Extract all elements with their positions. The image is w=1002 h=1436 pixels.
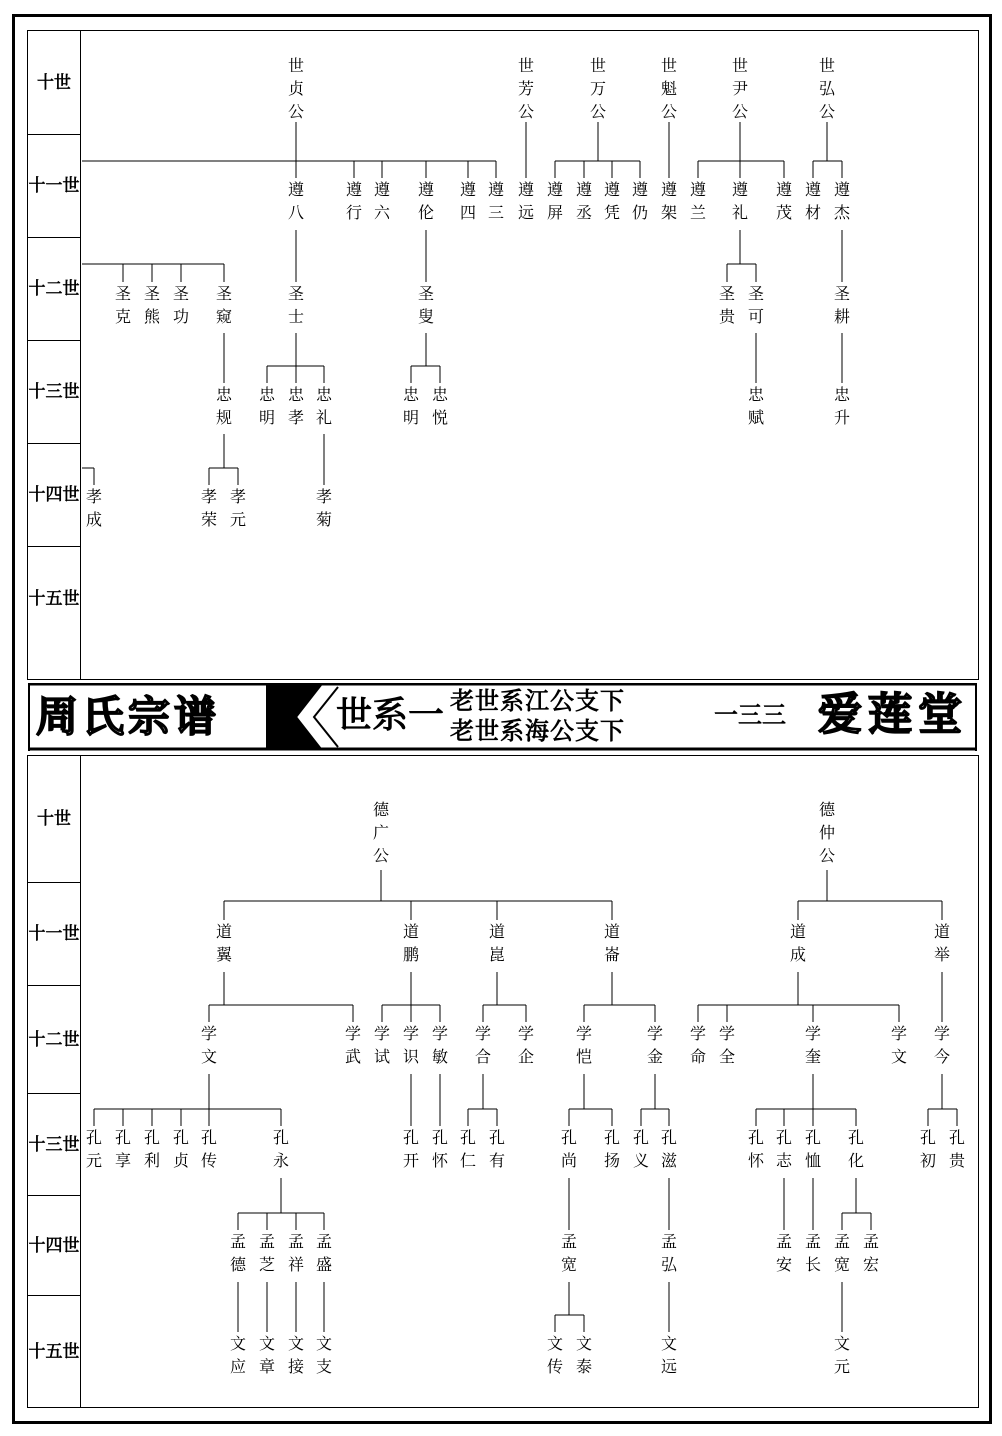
generation-label: 十二世 xyxy=(28,986,80,1094)
tree-node: 孟宽 xyxy=(833,1232,850,1274)
tree-node: 圣熊 xyxy=(143,284,160,326)
tree-node: 学企 xyxy=(517,1024,534,1066)
tree-node: 孟祥 xyxy=(287,1232,304,1274)
tree-node: 遵材 xyxy=(804,180,821,222)
tree-node: 孝元 xyxy=(229,487,246,529)
lineage-subtitle-2: 老世系海公支下 xyxy=(450,716,625,745)
tree-node: 遵兰 xyxy=(689,180,706,222)
tree-node: 世魁公 xyxy=(660,56,677,121)
tree-node: 忠礼 xyxy=(315,385,332,427)
tree-node: 遵远 xyxy=(517,180,534,222)
generation-label: 十一世 xyxy=(28,883,80,986)
generation-label: 十世 xyxy=(28,31,80,135)
tree-node: 道崙 xyxy=(603,922,620,964)
tree-node: 孝成 xyxy=(85,487,102,529)
tree-node: 忠孝 xyxy=(287,385,304,427)
tree-node: 圣克 xyxy=(114,284,131,326)
tree-node: 世芳公 xyxy=(517,56,534,121)
tree-node: 世尹公 xyxy=(731,56,748,121)
tree-node: 学全 xyxy=(718,1024,735,1066)
generation-label: 十世 xyxy=(28,756,80,883)
generation-label: 十五世 xyxy=(28,588,80,609)
tree-node: 世万公 xyxy=(589,56,606,121)
tree-node: 孔享 xyxy=(114,1128,131,1170)
tree-node: 文元 xyxy=(833,1334,850,1376)
tree-node: 孟盛 xyxy=(315,1232,332,1274)
tree-node: 圣可 xyxy=(747,284,764,326)
tree-node: 孔义 xyxy=(632,1128,649,1170)
tree-node: 圣耕 xyxy=(833,284,850,326)
tree-node: 遵架 xyxy=(660,180,677,222)
section-label: 世系一 xyxy=(336,694,445,736)
tree-node: 学敏 xyxy=(431,1024,448,1066)
tree-node: 德仲公 xyxy=(818,800,835,865)
tree-node: 文传 xyxy=(546,1334,563,1376)
tree-node: 遵六 xyxy=(373,180,390,222)
tree-node: 圣功 xyxy=(172,284,189,326)
generation-label: 十四世 xyxy=(28,1196,80,1296)
tree-node: 忠明 xyxy=(258,385,275,427)
tree-node: 遵四 xyxy=(459,180,476,222)
tree-node: 道举 xyxy=(933,922,950,964)
tree-node: 孟宏 xyxy=(862,1232,879,1274)
tree-node: 忠规 xyxy=(215,385,232,427)
tree-node: 忠明 xyxy=(402,385,419,427)
tree-node: 孔开 xyxy=(402,1128,419,1170)
tree-node: 孔有 xyxy=(488,1128,505,1170)
tree-node: 孔滋 xyxy=(660,1128,677,1170)
generation-label: 十四世 xyxy=(28,444,80,547)
generation-label: 十五世 xyxy=(28,1341,80,1362)
tree-node: 学文 xyxy=(890,1024,907,1066)
tree-node: 遵茂 xyxy=(775,180,792,222)
tree-node: 孟安 xyxy=(775,1232,792,1274)
tree-node: 孔尚 xyxy=(560,1128,577,1170)
tree-node: 圣叟 xyxy=(417,284,434,326)
tree-node: 忠赋 xyxy=(747,385,764,427)
tree-node: 孔永 xyxy=(272,1128,289,1170)
hall-name: 爱莲堂 xyxy=(818,689,968,740)
tree-node: 孝菊 xyxy=(315,487,332,529)
tree-node: 孟宽 xyxy=(560,1232,577,1274)
tree-node: 学金 xyxy=(646,1024,663,1066)
tree-node: 孝荣 xyxy=(200,487,217,529)
tree-node: 学文 xyxy=(200,1024,217,1066)
tree-node: 学试 xyxy=(373,1024,390,1066)
tree-node: 孔恤 xyxy=(804,1128,821,1170)
tree-node: 文应 xyxy=(229,1334,246,1376)
tree-node: 孔志 xyxy=(775,1128,792,1170)
tree-node: 学武 xyxy=(344,1024,361,1066)
lineage-subtitle-1: 老世系江公支下 xyxy=(450,686,625,715)
tree-node: 遵杰 xyxy=(833,180,850,222)
tree-node: 圣窥 xyxy=(215,284,232,326)
tree-node: 孔怀 xyxy=(431,1128,448,1170)
tree-node: 遵屏 xyxy=(546,180,563,222)
tree-node: 遵伦 xyxy=(417,180,434,222)
generation-label: 十一世 xyxy=(28,135,80,238)
tree-node: 孟长 xyxy=(804,1232,821,1274)
tree-node: 学识 xyxy=(402,1024,419,1066)
tree-node: 文支 xyxy=(315,1334,332,1376)
tree-node: 学命 xyxy=(689,1024,706,1066)
tree-node: 遵凭 xyxy=(603,180,620,222)
tree-node: 学恺 xyxy=(575,1024,592,1066)
tree-node: 学今 xyxy=(933,1024,950,1066)
tree-node: 圣士 xyxy=(287,284,304,326)
tree-node: 世弘公 xyxy=(818,56,835,121)
tree-node: 学奎 xyxy=(804,1024,821,1066)
tree-node: 遵三 xyxy=(487,180,504,222)
tree-node: 孔扬 xyxy=(603,1128,620,1170)
tree-node: 孟芝 xyxy=(258,1232,275,1274)
tree-node: 道鹏 xyxy=(402,922,419,964)
tree-node: 道成 xyxy=(789,922,806,964)
tree-node: 文接 xyxy=(287,1334,304,1376)
tree-node: 忠悦 xyxy=(431,385,448,427)
tree-node: 文远 xyxy=(660,1334,677,1376)
tree-node: 孔传 xyxy=(200,1128,217,1170)
generation-label: 十三世 xyxy=(28,341,80,444)
tree-node: 道翼 xyxy=(215,922,232,964)
tree-node: 孔初 xyxy=(919,1128,936,1170)
generation-label: 十三世 xyxy=(28,1094,80,1196)
tree-node: 遵丞 xyxy=(575,180,592,222)
tree-node: 圣贵 xyxy=(718,284,735,326)
tree-node: 孟德 xyxy=(229,1232,246,1274)
tree-node: 孔贵 xyxy=(948,1128,965,1170)
tree-node: 遵八 xyxy=(287,180,304,222)
tree-node: 学合 xyxy=(474,1024,491,1066)
generation-label: 十二世 xyxy=(28,238,80,341)
tree-node: 孔化 xyxy=(847,1128,864,1170)
tree-node: 文章 xyxy=(258,1334,275,1376)
tree-node: 孔仁 xyxy=(459,1128,476,1170)
page-number: 一三三 xyxy=(714,700,786,729)
tree-node: 遵行 xyxy=(345,180,362,222)
book-title: 周氏宗谱 xyxy=(36,692,221,741)
tree-node: 文泰 xyxy=(575,1334,592,1376)
tree-node: 孔利 xyxy=(143,1128,160,1170)
tree-node: 道崑 xyxy=(488,922,505,964)
tree-node: 德广公 xyxy=(372,800,389,865)
tree-node: 遵仍 xyxy=(631,180,648,222)
tree-node: 孔怀 xyxy=(747,1128,764,1170)
tree-node: 孔元 xyxy=(85,1128,102,1170)
tree-node: 孟弘 xyxy=(660,1232,677,1274)
tree-node: 世贞公 xyxy=(287,56,304,121)
tree-node: 孔贞 xyxy=(172,1128,189,1170)
tree-node: 忠升 xyxy=(833,385,850,427)
tree-node: 遵礼 xyxy=(731,180,748,222)
